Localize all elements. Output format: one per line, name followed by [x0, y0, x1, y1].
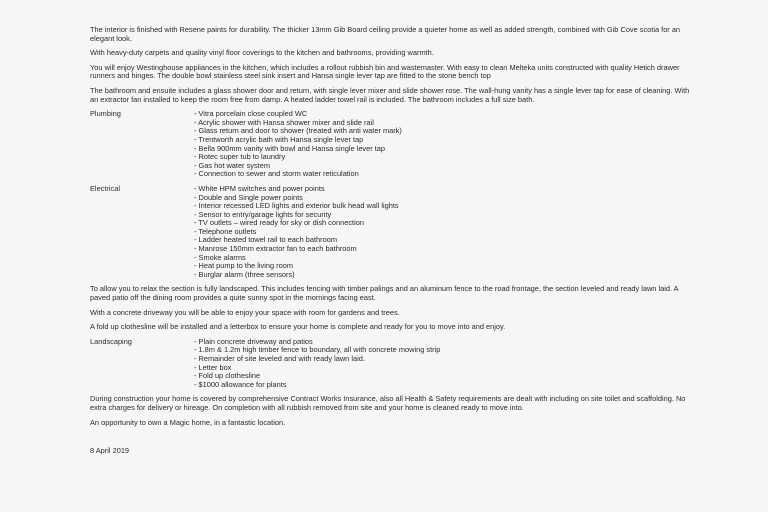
electrical-list	[194, 185, 690, 280]
electrical-label: Electrical	[90, 183, 120, 193]
plumbing-section	[90, 110, 690, 179]
list-item: - Plain concrete driveway and patios	[194, 336, 313, 346]
list-item: - Manrose 150mm extractor fan to each bathroom	[194, 244, 357, 254]
list-item: - Remainder of site leveled and with ready lawn laid.	[194, 354, 365, 363]
list-item: - Smoke alarms	[194, 252, 246, 262]
document-date: 8 April 2019	[90, 446, 130, 456]
list-item: - Double and Single power points	[194, 192, 303, 202]
list-item: - Glass return and door to shower (treated with anti water mark)	[194, 126, 402, 136]
list-item: - Gas hot water system	[194, 160, 270, 170]
list-item: - Sensor to entry/garage lights for security	[194, 209, 332, 219]
electrical-section	[90, 185, 690, 280]
paragraph-clothesline: A fold up clothesline will be installed and a letterbox to ensure your home is complete and ready for you to move into and enjoy.	[90, 322, 506, 332]
plumbing-label: Plumbing	[90, 109, 121, 119]
list-item: - Heat pump to the living room	[194, 261, 293, 271]
list-item: - White HPM switches and power points	[194, 183, 325, 193]
paragraph-landscaping: To allow you to relax the section is fully landscaped. This includes fencing with timber palings and an aluminum fence to the road frontage, the section leveled and ready lawn laid. A paved patio off the dining room provides a quite sunny spot in the mornings facing east.	[90, 284, 679, 303]
paragraph-driveway: With a concrete driveway you will be able to enjoy your space with room for gardens and trees.	[90, 307, 400, 317]
landscaping-label: Landscaping	[90, 336, 132, 346]
list-item: - Trentworth acrylic bath with Hansa single lever tap	[194, 134, 364, 144]
paragraph-interior: The interior is finished with Resene paints for durability. The thicker 13mm Gib Board ceiling provide a quieter home as well as added strength, combined with Gib Cove scotia for an elegant look.	[90, 25, 681, 43]
list-item: - $1000 allowance for plants	[194, 379, 287, 389]
list-item: - Fold up clothesline	[194, 371, 261, 381]
list-item: - Ladder heated towel rail to each bathroom	[194, 235, 337, 245]
paragraph-kitchen: You will enjoy Westinghouse appliances in the kitchen, which includes a rollout rubbish bin and wastemaster. With easy to clean Melteka units constructed with quality Hetich drawer runners and hinges. The double bowl stainless steel sink insert and Hansa single lever tap are fitted to the stone bench top	[90, 62, 680, 81]
list-item: - Vitra porcelain close coupled WC	[194, 109, 308, 119]
paragraph-closing: An opportunity to own a Magic home, in a fantastic location.	[90, 417, 286, 427]
landscaping-section	[90, 338, 690, 390]
list-item: - Interior recessed LED lights and exterior bulk head wall lights	[194, 201, 399, 211]
list-item: - Rotec super tub to laundry	[194, 152, 286, 162]
list-item: - Burglar alarm (three sensors)	[194, 269, 295, 279]
paragraph-bathroom: The bathroom and ensuite includes a glass shower door and return, with single lever mixer and slide shower rose. The wall-hung vanity has a single lever tap for ease of cleaning. With an extractor fan installed to keep the room free from damp. A heated ladder towel rail is included. The bathroom includes a full size bath.	[90, 85, 690, 104]
list-item: - 1.8m & 1.2m high timber fence to boundary, all with concrete mowing strip	[194, 345, 441, 355]
document-body	[90, 26, 690, 462]
list-item: - Telephone outlets	[194, 226, 257, 236]
list-item: - Connection to sewer and storm water reticulation	[194, 169, 359, 179]
list-item: - Bella 900mm vanity with bowl and Hansa single lever tap	[194, 143, 386, 153]
list-item: - Letter box	[194, 362, 232, 372]
paragraph-flooring: With heavy-duty carpets and quality vinyl floor coverings to the kitchen and bathrooms, providing warmth.	[90, 48, 434, 58]
list-item: - Acrylic shower with Hansa shower mixer and slide rail	[194, 117, 374, 127]
list-item: - TV outlets – wired ready for sky or dish connection	[194, 218, 364, 228]
landscaping-list	[194, 338, 690, 390]
plumbing-list	[194, 110, 690, 179]
paragraph-insurance: During construction your home is covered by comprehensive Contract Works Insurance, also all Health & Safety requirements are dealt with including on site toilet and scaffolding. No extra charges for delivery or hireage. On completion with all rubbish removed from site and your home is cleaned ready to move into.	[90, 394, 686, 412]
